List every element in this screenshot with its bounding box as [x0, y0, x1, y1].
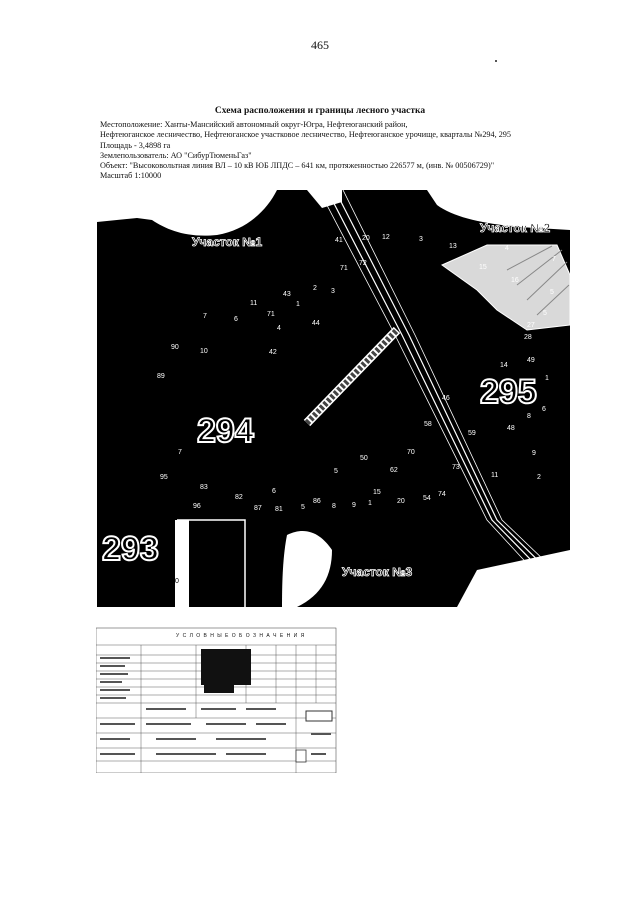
compartment-number: 3 — [331, 288, 335, 295]
document-title: Схема расположения и границы лесного участка — [214, 106, 426, 116]
compartment-number: 9 — [352, 502, 356, 509]
branch-line — [307, 330, 397, 423]
area-line: Площадь - 3,4898 га — [100, 140, 171, 150]
compartment-number: 62 — [390, 467, 398, 474]
map-canvas — [97, 190, 570, 607]
compartment-number: 41 — [335, 237, 343, 244]
compartment-number: 70 — [407, 449, 415, 456]
compartment-number: 95 — [160, 474, 168, 481]
compartment-number: 27 — [527, 322, 535, 329]
object-line: Объект: "Высоковольтная линия ВЛ – 10 кВ ЮБ ЛПДС – 641 км, протяженностью 226577 м, (инв. № 00506729)" — [100, 161, 495, 171]
compartment-number: 15 — [373, 489, 381, 496]
compartment-number: 15 — [479, 264, 487, 271]
compartment-number: 7 — [178, 449, 182, 456]
compartment-number: 7 — [203, 313, 207, 320]
compartment-number: 48 — [507, 425, 515, 432]
clearing-right-bottom — [457, 550, 570, 607]
compartment-number: 7 — [552, 256, 556, 263]
compartment-number: 42 — [269, 349, 277, 356]
compartment-number: 43 — [283, 291, 291, 298]
compartment-number: 96 — [193, 503, 201, 510]
compartment-number: 8 — [332, 503, 336, 510]
compartment-number: 71 — [267, 311, 275, 318]
compartment-number: 1 — [545, 375, 549, 382]
compartment-number: 73 — [452, 464, 460, 471]
compartment-number: 87 — [254, 505, 262, 512]
compartment-number: 59 — [468, 430, 476, 437]
location-line-cont: Нефтеюганское лесничество, Нефтеюганское участковое лесничество, Нефтеюганское урочище, кварталы №294, 295 — [100, 130, 511, 140]
compartment-number: 11 — [250, 300, 258, 307]
compartment-number: 89 — [157, 373, 165, 380]
compartment-number: 20 — [397, 498, 405, 505]
plot-label-2: Участок №2 — [480, 221, 551, 235]
plot-2-area — [442, 245, 570, 330]
clearing-top-left — [97, 190, 277, 236]
compartment-number: 5 — [334, 468, 338, 475]
page-number: 465 — [311, 38, 329, 52]
compartment-number: 82 — [235, 494, 243, 501]
compartment-number: 71 — [340, 265, 348, 272]
compartment-number: 72 — [359, 260, 367, 267]
forest-plot-map — [97, 190, 570, 607]
compartment-number: 13 — [449, 243, 457, 250]
compartment-number: 54 — [423, 495, 431, 502]
compartment-number: 11 — [491, 472, 499, 479]
compartment-number: 12 — [382, 234, 390, 241]
compartment-number: 49 — [527, 357, 535, 364]
compartment-number: 1 — [296, 301, 300, 308]
legend-block — [96, 623, 356, 773]
legend-table — [96, 623, 356, 773]
compartment-number: 5 — [301, 504, 305, 511]
compartment-number: 44 — [312, 320, 320, 327]
compartment-number: 50 — [360, 455, 368, 462]
compartment-number: 20 — [362, 235, 370, 242]
compartment-number: 14 — [500, 362, 508, 369]
compartment-number: 23 — [295, 559, 303, 566]
compartment-number: 8 — [527, 413, 531, 420]
compartment-number: 5 — [550, 289, 554, 296]
compartment-number: 4 — [505, 245, 509, 252]
compartment-number: 16 — [511, 277, 519, 284]
compartment-number: 90 — [171, 344, 179, 351]
compartment-number: 28 — [524, 334, 532, 341]
compartment-number: 83 — [200, 484, 208, 491]
clearing-bottom-mid — [282, 531, 332, 607]
compartment-number: 58 — [424, 421, 432, 428]
compartment-number: 6 — [542, 406, 546, 413]
legend-title: У С Л О В Н Ы Е О Б О З Н А Ч Е Н И Я — [176, 633, 306, 639]
compartment-number: 0 — [175, 578, 179, 585]
compartment-number: 81 — [275, 506, 283, 513]
clearing-bottom-left — [175, 520, 189, 607]
quarter-label-293: 293 — [102, 530, 159, 568]
scan-speck — [495, 60, 497, 62]
compartment-number: 74 — [438, 491, 446, 498]
plot-metadata — [100, 120, 570, 182]
plot-label-3: Участок №3 — [342, 565, 413, 579]
scale-line: Масштаб 1:10000 — [100, 171, 162, 181]
compartment-number: 6 — [234, 316, 238, 323]
compartment-number: 5 — [543, 310, 547, 317]
compartment-number: 1 — [368, 500, 372, 507]
compartment-number: 2 — [537, 474, 541, 481]
compartment-number: 3 — [419, 236, 423, 243]
quarter-label-295: 295 — [480, 373, 537, 411]
compartment-number: 2 — [313, 285, 317, 292]
plot-label-1: Участок №1 — [192, 235, 263, 249]
compartment-number: 46 — [442, 395, 450, 402]
quarter-label-294: 294 — [197, 412, 254, 450]
compartment-number: 4 — [277, 325, 281, 332]
land-user-line: Землепользователь: АО "СибурТюменьГаз" — [100, 150, 252, 160]
compartment-number: 86 — [313, 498, 321, 505]
location-line: Местоположение: Ханты-Мансийский автономный округ-Югра, Нефтеюганский район, — [100, 120, 408, 129]
compartment-number: 9 — [532, 450, 536, 457]
compartment-number: 6 — [272, 488, 276, 495]
compartment-number: 10 — [200, 348, 208, 355]
